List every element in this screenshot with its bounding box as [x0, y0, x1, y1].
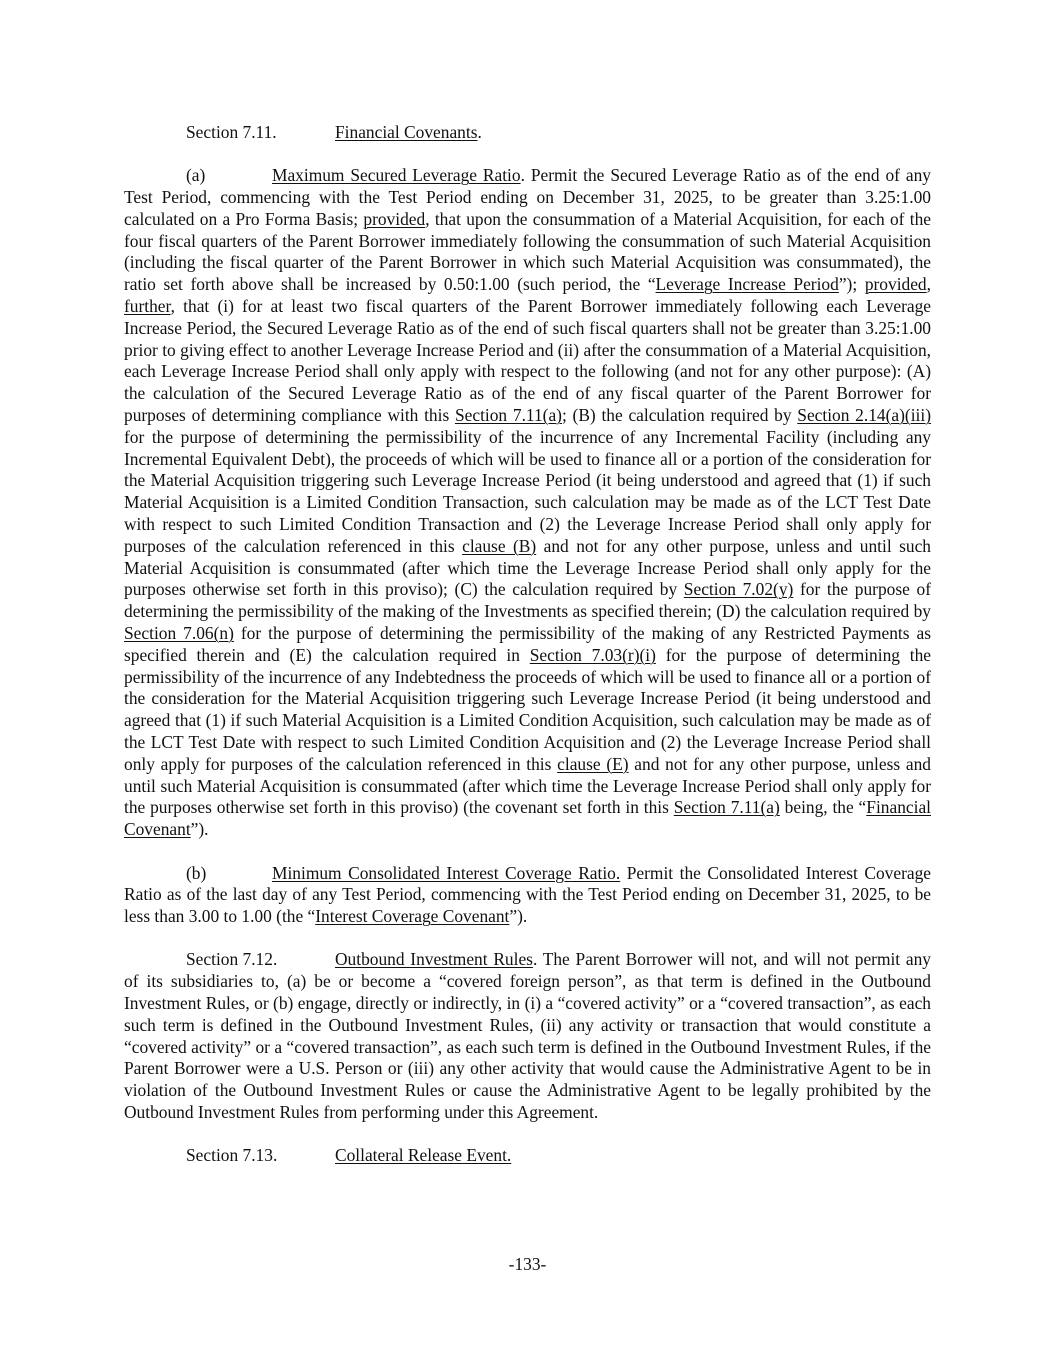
section-title: Outbound Investment Rules — [335, 949, 533, 970]
cross-reference: clause (B) — [462, 535, 537, 556]
cross-reference: Section 7.06(n) — [124, 623, 234, 644]
defined-term: Financial Covenant — [124, 797, 931, 840]
section-7-12-paragraph: Section 7.12. Outbound Investment Rules. The Parent Borrower will not, and will not permit any of its subsidiaries to, (a) be or become a “covered foreign person”, as that term is defined in the Outbound Investment Rules, or (b) engage, directly or indirectly, in (i) a “covered activity” or a “covered transaction”, as each such term is defined in the Outbound Investment Rules, (ii) any activity or transaction that would constitute a “covered activity” or a “covered transaction”, as each such term is defined in the Outbound Investment Rules, if the Parent Borrower were a U.S. Person or (iii) any other activity that would cause the Administrative Agent to be in violation of the Outbound Investment Rules or cause the Administrative Agent to be legally prohibited by the Outbound Investment Rules from performing under this Agreement. — [124, 949, 931, 1122]
clause-title: Minimum Consolidated Interest Coverage Ratio. — [272, 862, 621, 883]
paragraph-b: (b) Minimum Consolidated Interest Coverage Ratio. Permit the Consolidated Interest Coverage Ratio as of the last day of any Test Period, commencing with the Test Period ending on December 31, 2025, to be less than 3.00 to 1.00 (the “Interest Coverage Covenant”). — [124, 862, 931, 927]
paragraph-a: (a) Maximum Secured Leverage Ratio. Permit the Secured Leverage Ratio as of the end of any Test Period, commencing with the Test Period ending on December 31, 2025, to be greater than 3.25:1.00 calculated on a Pro Forma Basis; provided, that upon the consummation of a Material Acquisition, for each of the four fiscal quarters of the Parent Borrower immediately following the consummation of such Material Acquisition (including the fiscal quarter of the Parent Borrower in which such Material Acquisition was consummated), the ratio set forth above shall be increased by 0.50:1.00 (such period, the “Leverage Increase Period”); provided, further, that (i) for at least two fiscal quarters of the Parent Borrower immediately following each Leverage Increase Period, the Secured Leverage Ratio as of the end of such fiscal quarters shall not be greater than 3.25:1.00 prior to giving effect to another Leverage Increase Period and (ii) after the consummation of a Material Acquisition, each Leverage Increase Period shall only apply with respect to the following (and not for any other purpose): (A) the calculation of the Secured Leverage Ratio as of the end of any fiscal quarter of the Parent Borrower for purposes of determining compliance with this Section 7.11(a); (B) the calculation required by Section 2.14(a)(iii) for the purpose of determining the permissibility of the incurrence of any Incremental Facility (including any Incremental Equivalent Debt), the proceeds of which will be used to finance all or a portion of the consideration for the Material Acquisition triggering such Leverage Increase Period (it being understood and agreed that (1) if such Material Acquisition is a Limited Condition Transaction, such calculation may be made as of the LCT Test Date with respect to such Limited Condition Transaction and (2) the Leverage Increase Period shall only apply for purposes of the calculation referenced in this clause (B) and not for any other purpose, unless and until such Material Acquisition is consummated (after which time the Leverage Increase Period shall only apply for the purposes otherwise set forth in this proviso); (C) the calculation required by Section 7.02(y) for the purpose of determining the permissibility of the making of the Investments as specified therein; (D) the calculation required by Section 7.06(n) for the purpose of determining the permissibility of the making of any Restricted Payments as specified therein and (E) the calculation required in Section 7.03(r)(i) for the purpose of determining the permissibility of the incurrence of any Indebtedness the proceeds of which will be used to finance all or a portion of the consideration for the Material Acquisition triggering such Leverage Increase Period (it being understood and agreed that (1) if such Material Acquisition is a Limited Condition Acquisition, such calculation may be made as of the LCT Test Date with respect to such Limited Condition Acquisition and (2) the Leverage Increase Period shall only apply for purposes of the calculation referenced in this clause (E) and not for any other purpose, unless and until such Material Acquisition is consummated (after which time the Leverage Increase Period shall only apply for the purposes otherwise set forth in this proviso) (the covenant set forth in this Section 7.11(a) being, the “Financial Covenant”). — [124, 165, 932, 840]
section-label: Section 7.11. — [186, 122, 277, 142]
cross-reference: Section 7.11(a) — [454, 405, 562, 426]
section-title: Financial Covenants — [335, 122, 478, 142]
clause-title: Maximum Secured Leverage Ratio — [272, 165, 521, 186]
clause-label: (b) — [186, 862, 207, 883]
clause-label: (a) — [186, 165, 206, 186]
cross-reference: Section 7.02(y) — [683, 579, 794, 600]
section-title: Collateral Release Event. — [335, 1145, 512, 1166]
section-7-11-heading: Section 7.11. Financial Covenants. — [186, 122, 482, 142]
section-label: Section 7.13. — [186, 1145, 278, 1166]
section-7-13-heading — [124, 1145, 931, 1167]
cross-reference: Section 7.11(a) — [673, 797, 780, 818]
cross-reference: Section 7.03(r)(i) — [529, 644, 656, 665]
defined-term: Leverage Increase Period — [655, 274, 839, 295]
document-page — [124, 122, 931, 1167]
page-number: -133- — [508, 1254, 547, 1274]
cross-reference: clause (E) — [557, 753, 629, 774]
cross-reference: Section 2.14(a)(iii) — [797, 405, 931, 426]
defined-term: Interest Coverage Covenant — [315, 906, 510, 927]
section-label: Section 7.12. — [186, 949, 278, 970]
